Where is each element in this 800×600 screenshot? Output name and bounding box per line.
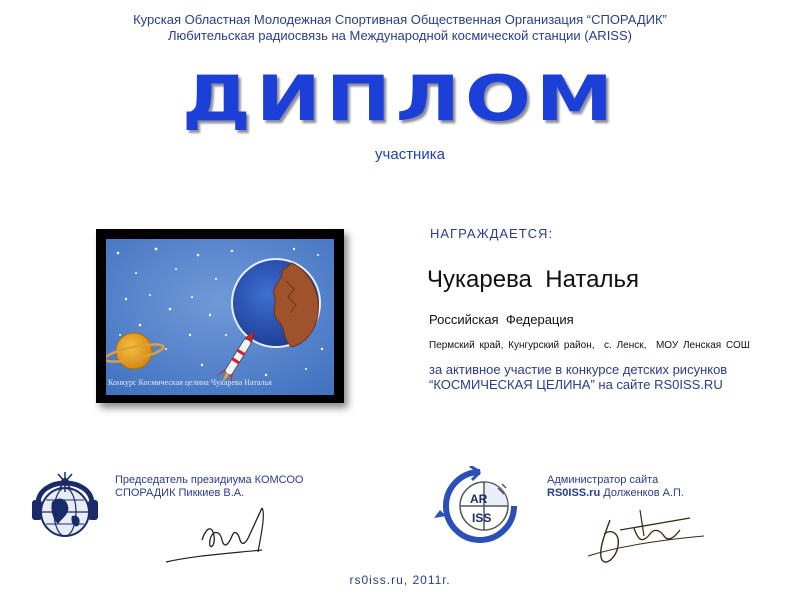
ariss-logo [434,466,526,548]
award-reason: за активное участие в конкурсе детских рисунков “КОСМИЧЕСКАЯ ЦЕЛИНА” на сайте RS0ISS.RU [429,362,728,392]
recipient-address: Пермский край, Кунгурский район, с. Ленск, МОУ Ленская СОШ [429,340,750,351]
chairman-name: СПОРАДИК Пиккиев В.А. [115,487,245,499]
recipient-country: Российская Федерация [429,312,574,327]
ariss-logo-text-top: AR [470,492,488,506]
admin-name: Долженков А.П. [600,487,684,499]
admin-name-line [547,487,684,500]
diploma-title: ДИПЛОМ [181,62,619,135]
earth-planet [232,259,320,347]
awarded-label: НАГРАЖДАЕТСЯ: [430,226,554,241]
chairman-signature [162,500,302,570]
recipient-name: Чукарева Наталья [427,266,639,293]
admin-site-link: RS0ISS.ru [547,487,601,499]
chairman-title: Председатель президиума КОМСОО [115,474,304,486]
admin-signature [580,500,710,570]
space-drawing [106,239,334,395]
footer-site-year: rs0iss.ru, 2011г. [349,573,451,587]
artwork-frame [96,229,344,403]
organization-name: Курская Областная Молодежная Спортивная Общественная Организация “СПОРАДИК” [133,12,667,27]
artwork-caption: Конкурс Космическая целина Чукарева Наталья [108,378,272,387]
diploma-subtitle: участника [375,146,445,163]
ariss-logo-text-bottom: ISS [472,511,492,525]
globe-headphones-logo [28,462,102,548]
organization-subtitle: Любительская радиосвязь на Международной космической станции (ARISS) [168,28,632,43]
admin-title: Администратор сайта [547,474,659,486]
